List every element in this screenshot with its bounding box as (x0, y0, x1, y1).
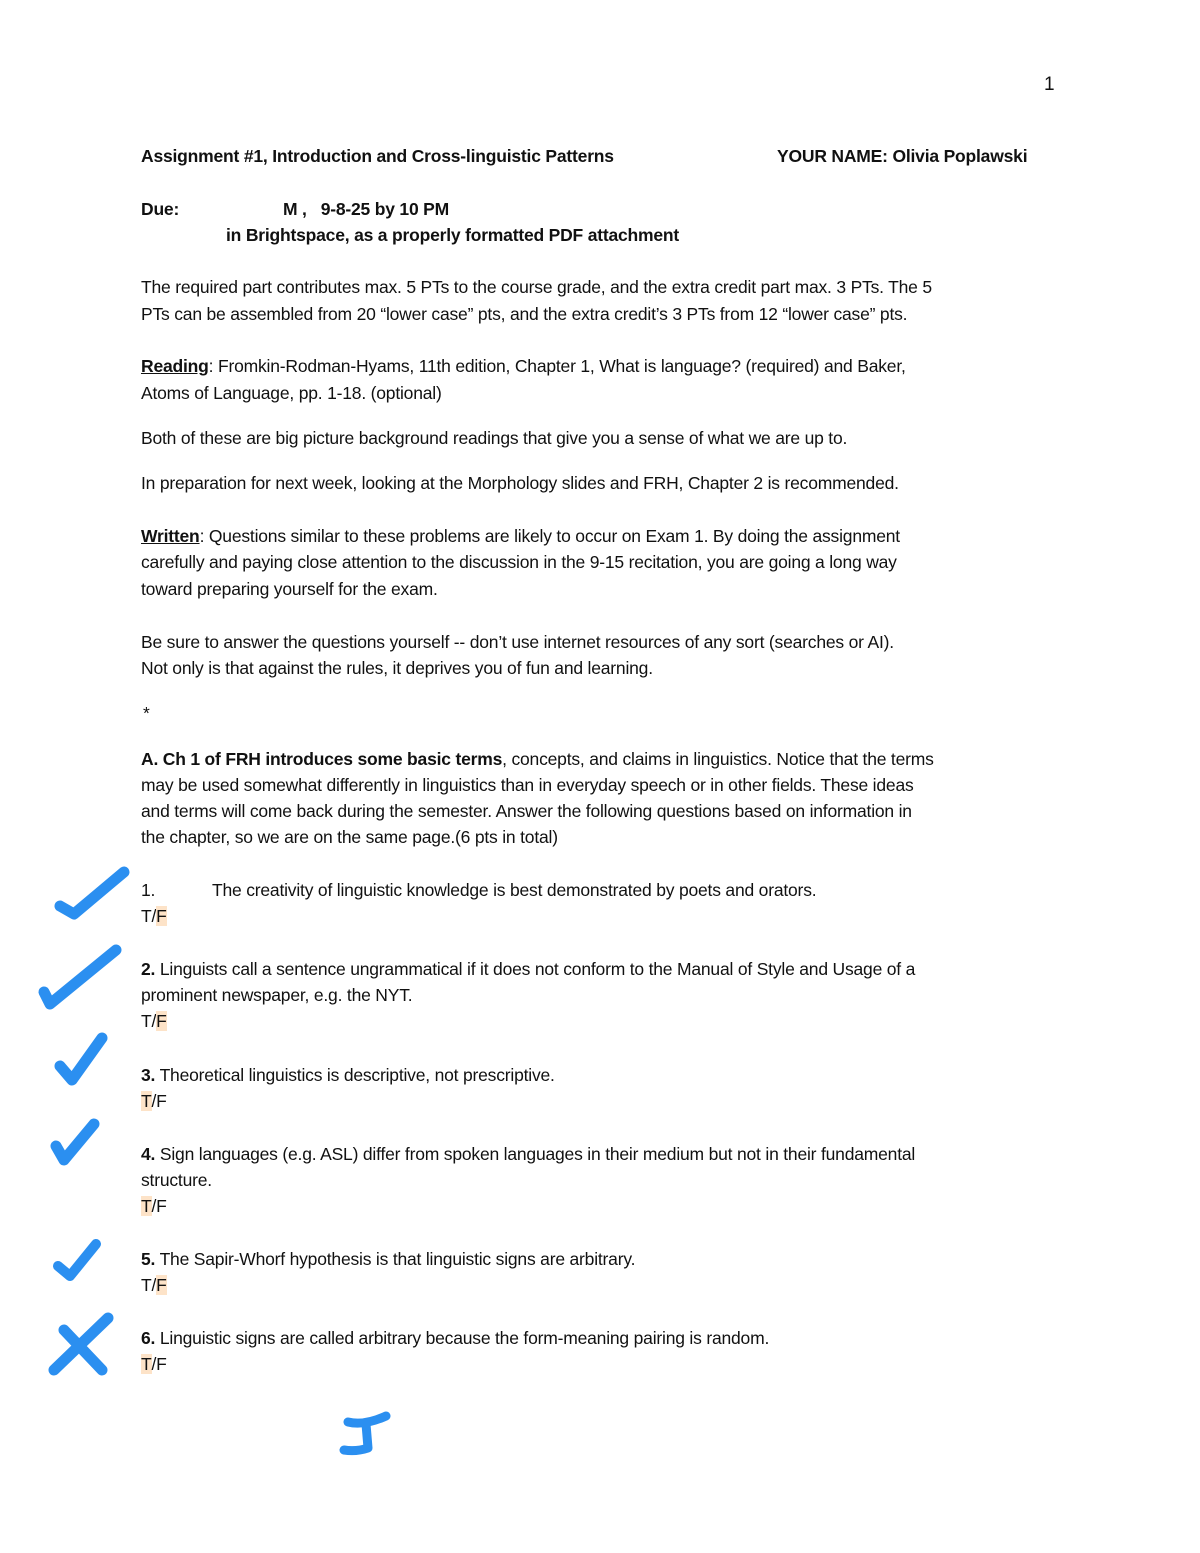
question-4-answer: T/F (141, 1196, 167, 1216)
written-line-1 (141, 523, 900, 549)
answer-true: T (141, 1275, 152, 1295)
question-1-answer: T/F (141, 906, 167, 926)
question-3-answer: T/F (141, 1091, 167, 1111)
answer-false-selected: F (156, 1275, 167, 1295)
grader-initial-icon (334, 1410, 394, 1460)
section-a-line-2: may be used somewhat differently in linguistics than in everyday speech or in other fields. These ideas (141, 775, 914, 795)
reading-line-2: Atoms of Language, pp. 1-18. (optional) (141, 383, 442, 403)
rules-line-1: Be sure to answer the questions yourself -- don’t use internet resources of any sort (searches or AI). (141, 632, 894, 652)
answer-true-selected: T (141, 1354, 152, 1374)
separator: * (143, 703, 150, 723)
written-line-3: toward preparing yourself for the exam. (141, 579, 438, 599)
submission-instructions: in Brightspace, as a properly formatted PDF attachment (226, 225, 680, 245)
written-line-2: carefully and paying close attention to the discussion in the 9-15 recitation, you are going a long way (141, 552, 897, 572)
reading-text: : Fromkin-Rodman-Hyams, 11th edition, Chapter 1, What is language? (required) and Baker, (208, 356, 906, 376)
question-5-line-1: 5. The Sapir-Whorf hypothesis is that linguistic signs are arbitrary. (141, 1249, 636, 1269)
question-1-text: The creativity of linguistic knowledge is best demonstrated by poets and orators. (212, 880, 817, 900)
due-label: Due: (141, 199, 180, 219)
question-2-line-1: 2. Linguists call a sentence ungrammatical if it does not conform to the Manual of Style and Usage of a (141, 959, 916, 979)
cross-mark-icon (46, 1310, 116, 1380)
checkmark-icon (52, 1030, 112, 1090)
answer-false: F (156, 1354, 167, 1374)
question-2-line-2: prominent newspaper, e.g. the NYT. (141, 985, 413, 1005)
written-text: : Questions similar to these problems are likely to occur on Exam 1. By doing the assignment (199, 526, 900, 546)
question-1-number: 1. (141, 880, 156, 900)
checkmark-icon (36, 940, 126, 1010)
checkmark-icon (48, 1116, 108, 1176)
reading-line-1 (141, 353, 906, 379)
section-a-intro: A. Ch 1 of FRH introduces some basic terms (141, 749, 503, 769)
answer-true-selected: T (141, 1091, 152, 1111)
question-6-line-1: 6. Linguistic signs are called arbitrary because the form-meaning pairing is random. (141, 1328, 770, 1348)
question-3-line-1: 3. Theoretical linguistics is descriptive, not prescriptive. (141, 1065, 555, 1085)
question-3-number: 3. (141, 1065, 156, 1085)
question-5-answer: T/F (141, 1275, 167, 1295)
checkmark-icon (52, 1236, 112, 1286)
answer-false: F (156, 1091, 167, 1111)
answer-true: T (141, 906, 152, 926)
assignment-title: Assignment #1, Introduction and Cross-linguistic Patterns (141, 146, 614, 166)
question-5-number: 5. (141, 1249, 156, 1269)
rules-line-2: Not only is that against the rules, it deprives you of fun and learning. (141, 658, 653, 678)
answer-false-selected: F (156, 906, 167, 926)
preparation-note: In preparation for next week, looking at the Morphology slides and FRH, Chapter 2 is recommended. (141, 473, 899, 493)
question-6-number: 6. (141, 1328, 156, 1348)
question-2-number: 2. (141, 959, 156, 979)
student-name: YOUR NAME: Olivia Poplawski (777, 146, 1028, 166)
section-a-line-4: the chapter, so we are on the same page.(6 pts in total) (141, 827, 558, 847)
question-6-answer: T/F (141, 1354, 167, 1374)
grading-line-2: PTs can be assembled from 20 “lower case” pts, and the extra credit’s 3 PTs from 12 “lower case” pts. (141, 304, 908, 324)
checkmark-icon (52, 862, 132, 922)
grading-line-1: The required part contributes max. 5 PTs to the course grade, and the extra credit part max. 3 PTs. The 5 (141, 277, 932, 297)
answer-false: F (156, 1196, 167, 1216)
section-a-text: , concepts, and claims in linguistics. Notice that the terms (502, 749, 934, 769)
page-number: 1 (1044, 74, 1055, 95)
background-note: Both of these are big picture background readings that give you a sense of what we are up to. (141, 428, 848, 448)
question-4-number: 4. (141, 1144, 156, 1164)
reading-label: Reading (141, 356, 209, 376)
answer-false-selected: F (156, 1011, 167, 1031)
section-a-line-3: and terms will come back during the semester. Answer the following questions based on information in (141, 801, 912, 821)
written-label: Written (141, 526, 200, 546)
question-2-answer: T/F (141, 1011, 167, 1031)
answer-true-selected: T (141, 1196, 152, 1216)
question-4-line-1: 4. Sign languages (e.g. ASL) differ from spoken languages in their medium but not in their fundamental (141, 1144, 916, 1164)
question-4-line-2: structure. (141, 1170, 212, 1190)
section-a-line-1 (141, 746, 934, 772)
answer-true: T (141, 1011, 152, 1031)
due-date: M , 9-8-25 by 10 PM (283, 199, 449, 219)
